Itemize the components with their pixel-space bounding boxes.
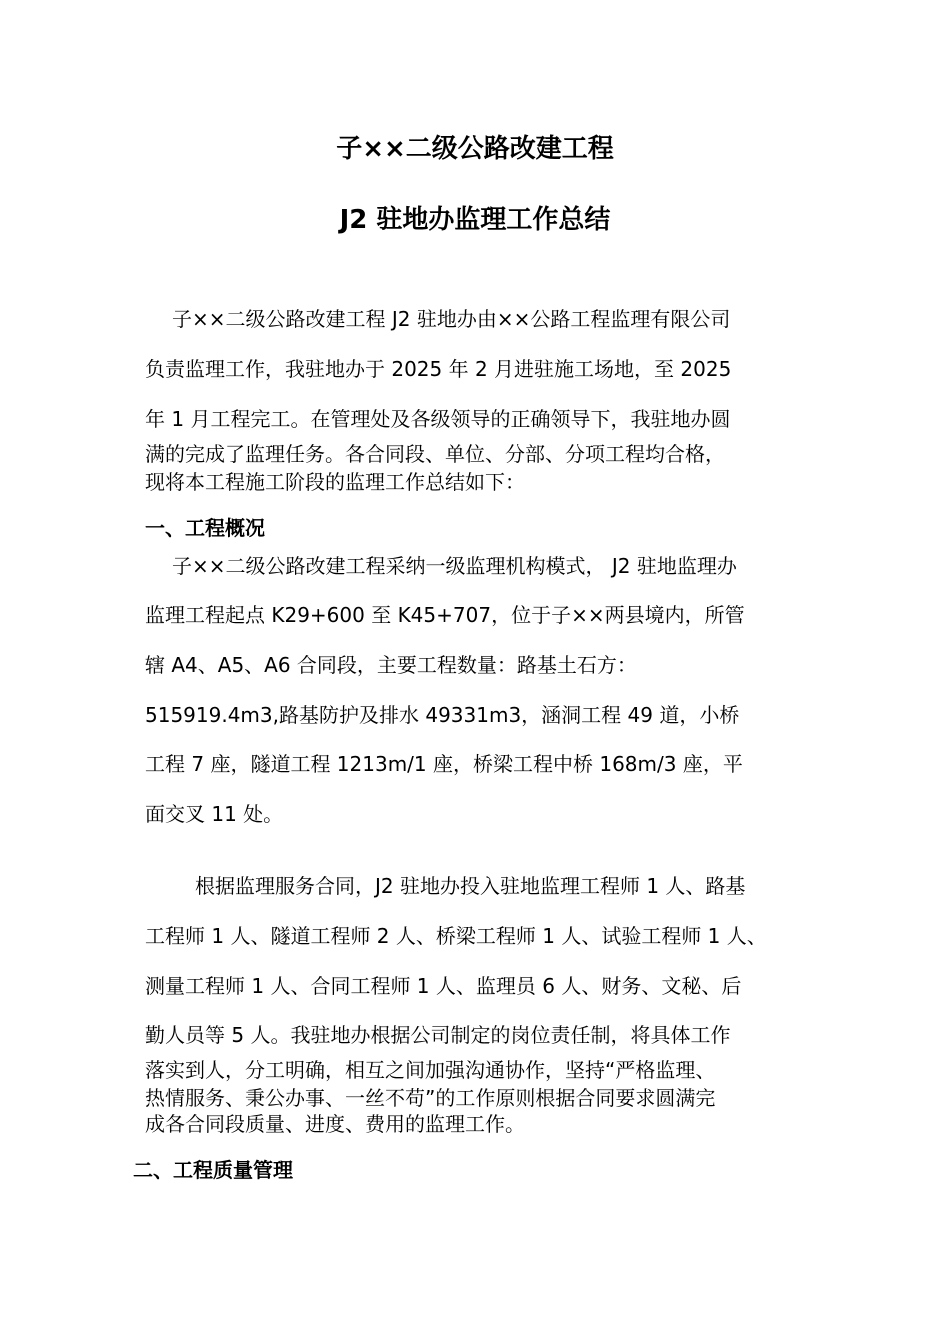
document-title: 子××二级公路改建工程 xyxy=(336,134,614,164)
paragraph-line: 515919.4m3,路基防护及排水 49331m3，涵洞工程 49 道，小桥 xyxy=(145,703,740,727)
paragraph-line: 现将本工程施工阶段的监理工作总结如下： xyxy=(145,470,525,494)
paragraph-line: 年 1 月工程完工。在管理处及各级领导的正确领导下，我驻地办圆 xyxy=(145,407,731,431)
paragraph-line: 负责监理工作，我驻地办于 2025 年 2 月进驻施工场地，至 2025 xyxy=(145,357,732,381)
section-heading: 一、工程概况 xyxy=(145,516,265,540)
paragraph-line: 勤人员等 5 人。我驻地办根据公司制定的岗位责任制，将具体工作 xyxy=(145,1023,731,1047)
document-subtitle: J2 驻地办监理工作总结 xyxy=(339,205,611,235)
paragraph-line: 面交叉 11 处。 xyxy=(145,802,284,826)
paragraph-line: 监理工程起点 K29+600 至 K45+707，位于子××两县境内，所管 xyxy=(145,603,745,627)
paragraph-line: 热情服务、秉公办事、一丝不苟”的工作原则根据合同要求圆满完 xyxy=(145,1086,716,1110)
paragraph-line: 工程师 1 人、隧道工程师 2 人、桥梁工程师 1 人、试验工程师 1 人、 xyxy=(145,924,767,948)
paragraph-line: 测量工程师 1 人、合同工程师 1 人、监理员 6 人、财务、文秘、后 xyxy=(145,974,742,998)
paragraph-line: 成各合同段质量、进度、费用的监理工作。 xyxy=(145,1112,525,1136)
paragraph-line: 子××二级公路改建工程采纳一级监理机构模式， J2 驻地监理办 xyxy=(172,554,737,578)
paragraph-line: 辖 A4、A5、A6 合同段，主要工程数量：路基土石方： xyxy=(145,653,637,677)
paragraph-line: 根据监理服务合同，J2 驻地办投入驻地监理工程师 1 人、路基 xyxy=(195,874,746,898)
paragraph-line: 子××二级公路改建工程 J2 驻地办由××公路工程监理有限公司 xyxy=(172,307,731,331)
section-heading: 二、工程质量管理 xyxy=(133,1158,293,1182)
paragraph-line: 工程 7 座，隧道工程 1213m/1 座，桥梁工程中桥 168m/3 座，平 xyxy=(145,752,743,776)
paragraph-line: 满的完成了监理任务。各合同段、单位、分部、分项工程均合格， xyxy=(145,442,725,466)
paragraph-line: 落实到人，分工明确，相互之间加强沟通协作，坚持“严格监理、 xyxy=(145,1058,716,1082)
